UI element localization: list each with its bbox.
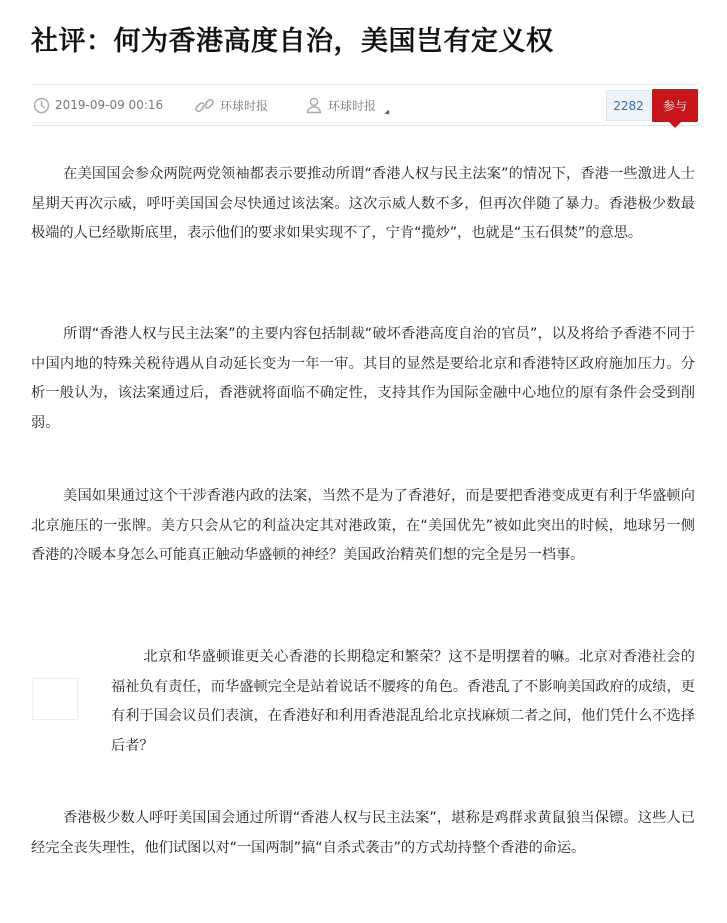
article-paragraph: 美国如果通过这个干涉香港内政的法案，当然不是为了香港好，而是要把香港变成更有利于华盛顿向北京施压的一张牌。美方只会从它的利益决定其对港政策，在“美国优先”被如此突出的时候，地球另一侧香港的冷暖本身怎么可能真正触动华盛顿的神经？美国政治精英们想的完全是另一档事。 xyxy=(31,488,695,563)
page-title: 社评：何为香港高度自治，美国岂有定义权 xyxy=(31,26,554,57)
article-paragraph: 北京和华盛顿谁更关心香港的长期稳定和繁荣？这不是明摆着的嘛。北京对香港社会的福祉负有责任，而华盛顿完全是站着说话不腰疼的角色。香港乱了不影响美国政府的成绩，更有利于国会议员们表演，在香港好和利用香港混乱给北京找麻烦二者之间，他们凭什么不选择后者？ xyxy=(111,649,695,754)
link-icon xyxy=(195,97,215,114)
meta-author xyxy=(305,85,376,125)
meta-date xyxy=(33,85,163,125)
join-discussion-button[interactable]: 参与 xyxy=(652,89,698,122)
article-paragraph: 香港极少数人呼吁美国国会通过所谓“香港人权与民主法案”，堪称是鸡群求黄鼠狼当保镖。这些人已经完全丧失理性，他们试图以对“一国两制”搞“自杀式袭击”的方式劫持整个香港的命运。 xyxy=(31,810,695,856)
join-button-caret-icon xyxy=(669,122,681,128)
meta-author-text: 环球时报 xyxy=(328,98,377,113)
article-paragraph: 在美国国会参众两院两党领袖都表示要推动所谓“香港人权与民主法案”的情况下，香港一些激进人士星期天再次示威，呼吁美国国会尽快通过该法案。这次示威人数不多，但再次伴随了暴力。香港极少数最极端的人已经歇斯底里，表示他们的要求如果实现不了，宁肯“揽炒”，也就是“玉石俱焚”的意思。 xyxy=(31,166,695,241)
meta-date-text: 2019-09-09 00:16 xyxy=(55,98,164,112)
comment-count-badge[interactable]: 2282 xyxy=(606,90,651,121)
article-paragraph: 所谓“香港人权与民主法案”的主要内容包括制裁“破坏香港高度自治的官员”，以及将给予香港不同于中国内地的特殊关税待遇从自动延长变为一年一审。其目的显然是要给北京和香港特区政府施加压力。分析一般认为，该法案通过后，香港就将面临不确定性，支持其作为国际金融中心地位的原有条件会受到削弱。 xyxy=(31,326,695,431)
corner-tick-icon xyxy=(384,109,391,116)
article-meta-bar xyxy=(31,84,699,126)
meta-source-text[interactable]: 环球时报 xyxy=(220,98,269,113)
meta-source[interactable] xyxy=(195,85,268,125)
user-icon xyxy=(305,96,323,114)
clock-icon xyxy=(33,97,50,114)
image-placeholder xyxy=(32,678,78,720)
